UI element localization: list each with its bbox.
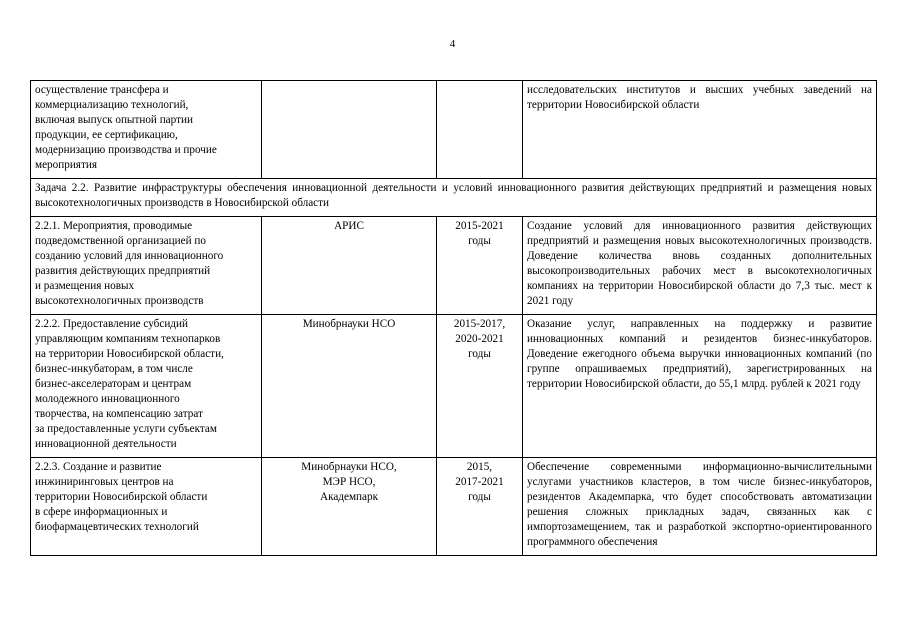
period-text: 2015-2017, 2020-2021 годы — [453, 318, 506, 360]
result-text: исследовательских институтов и высших учебных заведений на территории Новосибирской области — [527, 84, 872, 111]
activity-text: осуществление трансфера и коммерциализацию технологий, включая выпуск опытной партии продукции, ее сертификацию, модернизацию производства и прочие мероприятия — [35, 84, 217, 171]
task-heading-cell — [31, 179, 877, 217]
activity-text: 2.2.3. Создание и развитие инжиниринговых центров на территории Новосибирской области в сфере информационных и биофармацевтических технологий — [35, 461, 208, 533]
executor-text: Минобрнауки НСО, МЭР НСО, Академпарк — [301, 461, 397, 503]
activity-cell — [31, 81, 262, 179]
activity-cell — [31, 315, 262, 458]
table-row-continuation — [31, 81, 877, 179]
table-row-2-2-2 — [31, 315, 877, 458]
period-text: 2015, 2017-2021 годы — [455, 461, 504, 503]
task-row — [31, 179, 877, 217]
task-heading: Задача 2.2. Развитие инфраструктуры обеспечения инновационной деятельности и условий инновационного развития действующих предприятий и размещения новых высокотехнологичных производств в Новосибирской области — [35, 182, 872, 209]
result-cell — [523, 315, 877, 458]
result-text: Оказание услуг, направленных на поддержку и развитие инновационных компаний и резидентов бизнес-инкубаторов. Доведение ежегодного объема выручки инновационных компаний (по группе опрашиваемых предприятий), зарегистрированных на территории Новосибирской области, до 55,1 млрд. рублей к 2021 году — [527, 318, 872, 390]
table-row-2-2-3 — [31, 458, 877, 556]
result-cell — [523, 81, 877, 179]
activity-text: 2.2.1. Мероприятия, проводимые подведомственной организацией по созданию условий для инновационного развития действующих предприятий и размещения новых высокотехнологичных производств — [35, 220, 224, 307]
result-text: Обеспечение современными информационно-вычислительными услугами участников кластеров, в том числе бизнес-инкубаторов, резидентов Академпарка, что будет способствовать автоматизации решения сложных прикладных задач, связанных как с импортозамещением, так и разработкой экспортно-ориентированного программного обеспечения — [527, 461, 872, 548]
executor-text: Минобрнауки НСО — [302, 318, 396, 330]
result-cell — [523, 217, 877, 315]
table-row-2-2-1 — [31, 217, 877, 315]
executor-cell — [262, 81, 437, 179]
period-cell — [437, 81, 523, 179]
executor-cell — [262, 458, 437, 556]
period-cell — [437, 315, 523, 458]
period-cell — [437, 458, 523, 556]
executor-cell — [262, 315, 437, 458]
program-measures-table — [30, 80, 877, 556]
activity-text: 2.2.2. Предоставление субсидий управляющим компаниям технопарков на территории Новосибирской области, бизнес-инкубаторам, в том числе бизнес-акселераторам и центрам молодежного инновационного творчества, на компенсацию затрат за предоставленные услуги субъектам инновационной деятельности — [35, 318, 224, 450]
result-text: Создание условий для инновационного развития действующих предприятий и размещения новых высокотехнологичных производств. Доведение количества вновь созданных дополнительных высокопроизводительных рабочих мест в высокотехнологичных компаниях на территории Новосибирской области до 7,3 тыс. мест к 2021 году — [527, 220, 872, 307]
page-number: 4 — [449, 38, 456, 50]
result-cell — [523, 458, 877, 556]
activity-cell — [31, 217, 262, 315]
executor-text: АРИС — [334, 220, 364, 232]
executor-cell — [262, 217, 437, 315]
activity-cell — [31, 458, 262, 556]
period-text: 2015-2021 годы — [455, 220, 504, 247]
period-cell — [437, 217, 523, 315]
